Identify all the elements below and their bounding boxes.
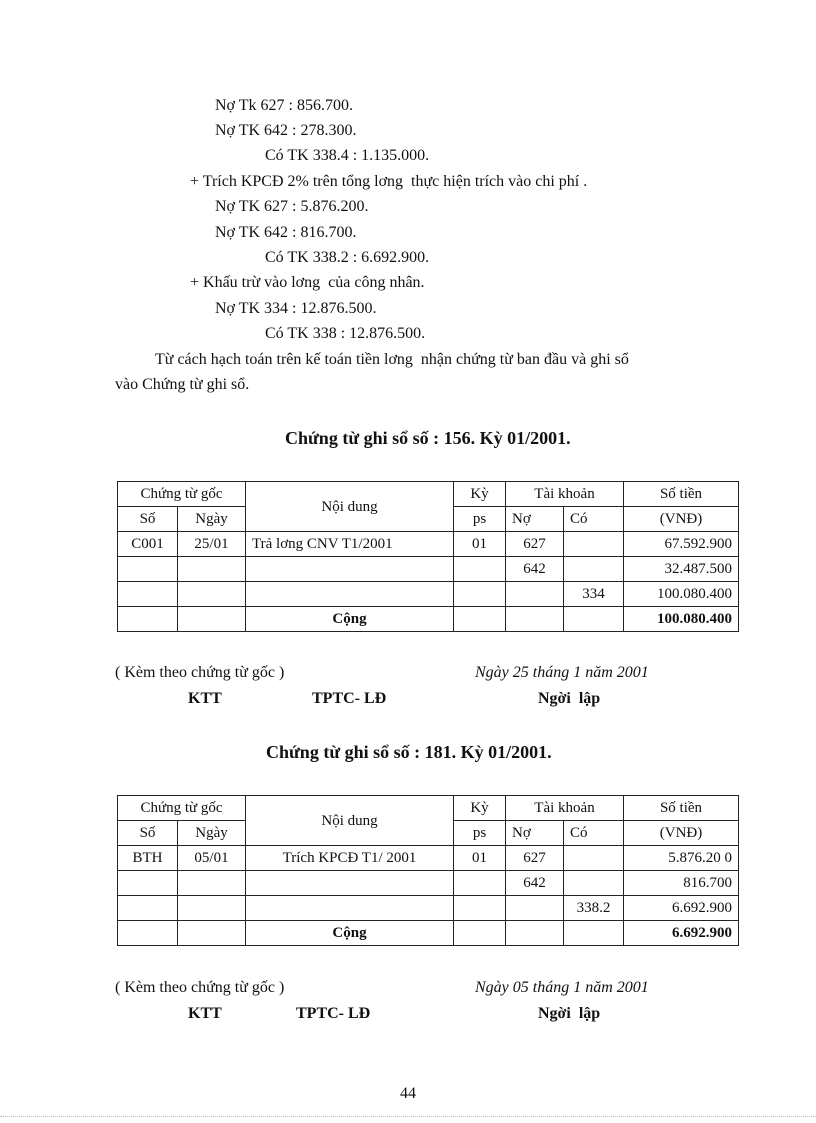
cell-co: 334	[564, 582, 624, 607]
total-value: 6.692.900	[624, 921, 739, 946]
cell-no	[506, 582, 564, 607]
journal-line: Có TK 338 : 12.876.500.	[265, 325, 426, 342]
cell-co	[564, 846, 624, 871]
cell-co: 338.2	[564, 896, 624, 921]
journal-line: + Trích KPCĐ 2% trên tổng lơng thực hiện trích vào chi phí .	[190, 173, 588, 190]
cell-so	[118, 871, 178, 896]
cell-co	[564, 871, 624, 896]
cell-noi-dung: Trích KPCĐ T1/ 2001	[246, 846, 454, 871]
header-so-tien: Số tiền	[624, 482, 739, 507]
header-tai-khoan: Tài khoản	[506, 796, 624, 821]
sign-ktt: KTT	[188, 690, 222, 707]
total-value: 100.080.400	[624, 607, 739, 632]
header-no: Nợ	[506, 821, 564, 846]
cell-ngay: 05/01	[178, 846, 246, 871]
cell-so: BTH	[118, 846, 178, 871]
voucher-title: Chứng từ ghi sổ số : 156. Kỳ 01/2001.	[285, 428, 571, 448]
header-chung-tu-goc: Chứng từ gốc	[118, 482, 246, 507]
cell-ky: 01	[454, 532, 506, 557]
cell-ky	[454, 557, 506, 582]
total-row	[118, 607, 739, 632]
journal-line: Nợ TK 642 : 278.300.	[215, 122, 357, 139]
cell-no: 627	[506, 532, 564, 557]
header-vnd: (VNĐ)	[624, 507, 739, 532]
header-ngay: Ngày	[178, 821, 246, 846]
table-row	[118, 557, 739, 582]
header-so: Số	[118, 821, 178, 846]
cell-ngay: 25/01	[178, 532, 246, 557]
attach-note: ( Kèm theo chứng từ gốc )	[115, 979, 285, 996]
header-ps: ps	[454, 507, 506, 532]
table-row	[118, 582, 739, 607]
total-label: Cộng	[246, 921, 454, 946]
header-chung-tu-goc: Chứng từ gốc	[118, 796, 246, 821]
header-co: Có	[564, 821, 624, 846]
sign-tptc: TPTC- LĐ	[312, 690, 387, 707]
cell-ky: 01	[454, 846, 506, 871]
cell-so: C001	[118, 532, 178, 557]
cell-no: 627	[506, 846, 564, 871]
voucher-date: Ngày 05 tháng 1 năm 2001	[475, 979, 649, 996]
attach-note: ( Kèm theo chứng từ gốc )	[115, 664, 285, 681]
cell-so-tien: 100.080.400	[624, 582, 739, 607]
cell-co	[564, 557, 624, 582]
journal-line: Có TK 338.4 : 1.135.000.	[265, 147, 430, 164]
cell-noi-dung	[246, 896, 454, 921]
journal-line: Có TK 338.2 : 6.692.900.	[265, 249, 430, 266]
table-row	[118, 871, 739, 896]
total-label: Cộng	[246, 607, 454, 632]
header-so: Số	[118, 507, 178, 532]
cell-so	[118, 582, 178, 607]
header-no: Nợ	[506, 507, 564, 532]
header-ky: Kỳ	[454, 796, 506, 821]
paragraph-line: Từ cách hạch toán trên kế toán tiền lơng nhận chứng từ ban đầu và ghi sổ	[155, 351, 629, 368]
voucher-table	[117, 481, 739, 632]
cell-no: 642	[506, 871, 564, 896]
cell-no	[506, 896, 564, 921]
journal-line: Nợ TK 627 : 5.876.200.	[215, 198, 369, 215]
cell-ky	[454, 582, 506, 607]
sign-nguoi-lap: Ngời lập	[538, 690, 601, 707]
header-co: Có	[564, 507, 624, 532]
table-row	[118, 532, 739, 557]
cell-so-tien: 816.700	[624, 871, 739, 896]
header-so-tien: Số tiền	[624, 796, 739, 821]
cell-co	[564, 532, 624, 557]
cell-no: 642	[506, 557, 564, 582]
cell-ky	[454, 896, 506, 921]
cell-so-tien: 5.876.20 0	[624, 846, 739, 871]
cell-so-tien: 67.592.900	[624, 532, 739, 557]
cell-noi-dung	[246, 557, 454, 582]
cell-noi-dung	[246, 871, 454, 896]
table-row	[118, 846, 739, 871]
cell-ngay	[178, 896, 246, 921]
total-row	[118, 921, 739, 946]
sign-tptc: TPTC- LĐ	[296, 1005, 371, 1022]
header-ngay: Ngày	[178, 507, 246, 532]
voucher-table	[117, 795, 739, 946]
journal-line: Nợ Tk 627 : 856.700.	[215, 97, 353, 114]
sign-nguoi-lap: Ngời lập	[538, 1005, 601, 1022]
sign-ktt: KTT	[188, 1005, 222, 1022]
cell-ngay	[178, 557, 246, 582]
journal-line: + Khấu trừ vào lơng của công nhân.	[190, 274, 425, 291]
header-noi-dung: Nội dung	[246, 482, 454, 532]
cell-noi-dung	[246, 582, 454, 607]
header-vnd: (VNĐ)	[624, 821, 739, 846]
page-number: 44	[400, 1085, 416, 1102]
cell-noi-dung: Trả lơng CNV T1/2001	[246, 532, 454, 557]
header-noi-dung: Nội dung	[246, 796, 454, 846]
cell-ky	[454, 871, 506, 896]
cell-so	[118, 557, 178, 582]
header-ps: ps	[454, 821, 506, 846]
journal-line: Nợ TK 334 : 12.876.500.	[215, 300, 377, 317]
cell-ngay	[178, 582, 246, 607]
header-ky: Kỳ	[454, 482, 506, 507]
journal-line: Nợ TK 642 : 816.700.	[215, 224, 357, 241]
paragraph-line: vào Chứng từ ghi sổ.	[115, 376, 250, 393]
cell-so-tien: 32.487.500	[624, 557, 739, 582]
voucher-date: Ngày 25 tháng 1 năm 2001	[475, 664, 649, 681]
header-tai-khoan: Tài khoản	[506, 482, 624, 507]
voucher-title: Chứng từ ghi sổ số : 181. Kỳ 01/2001.	[266, 742, 552, 762]
cell-so-tien: 6.692.900	[624, 896, 739, 921]
cell-ngay	[178, 871, 246, 896]
cell-so	[118, 896, 178, 921]
page-bottom-divider	[0, 1116, 816, 1117]
table-row	[118, 896, 739, 921]
